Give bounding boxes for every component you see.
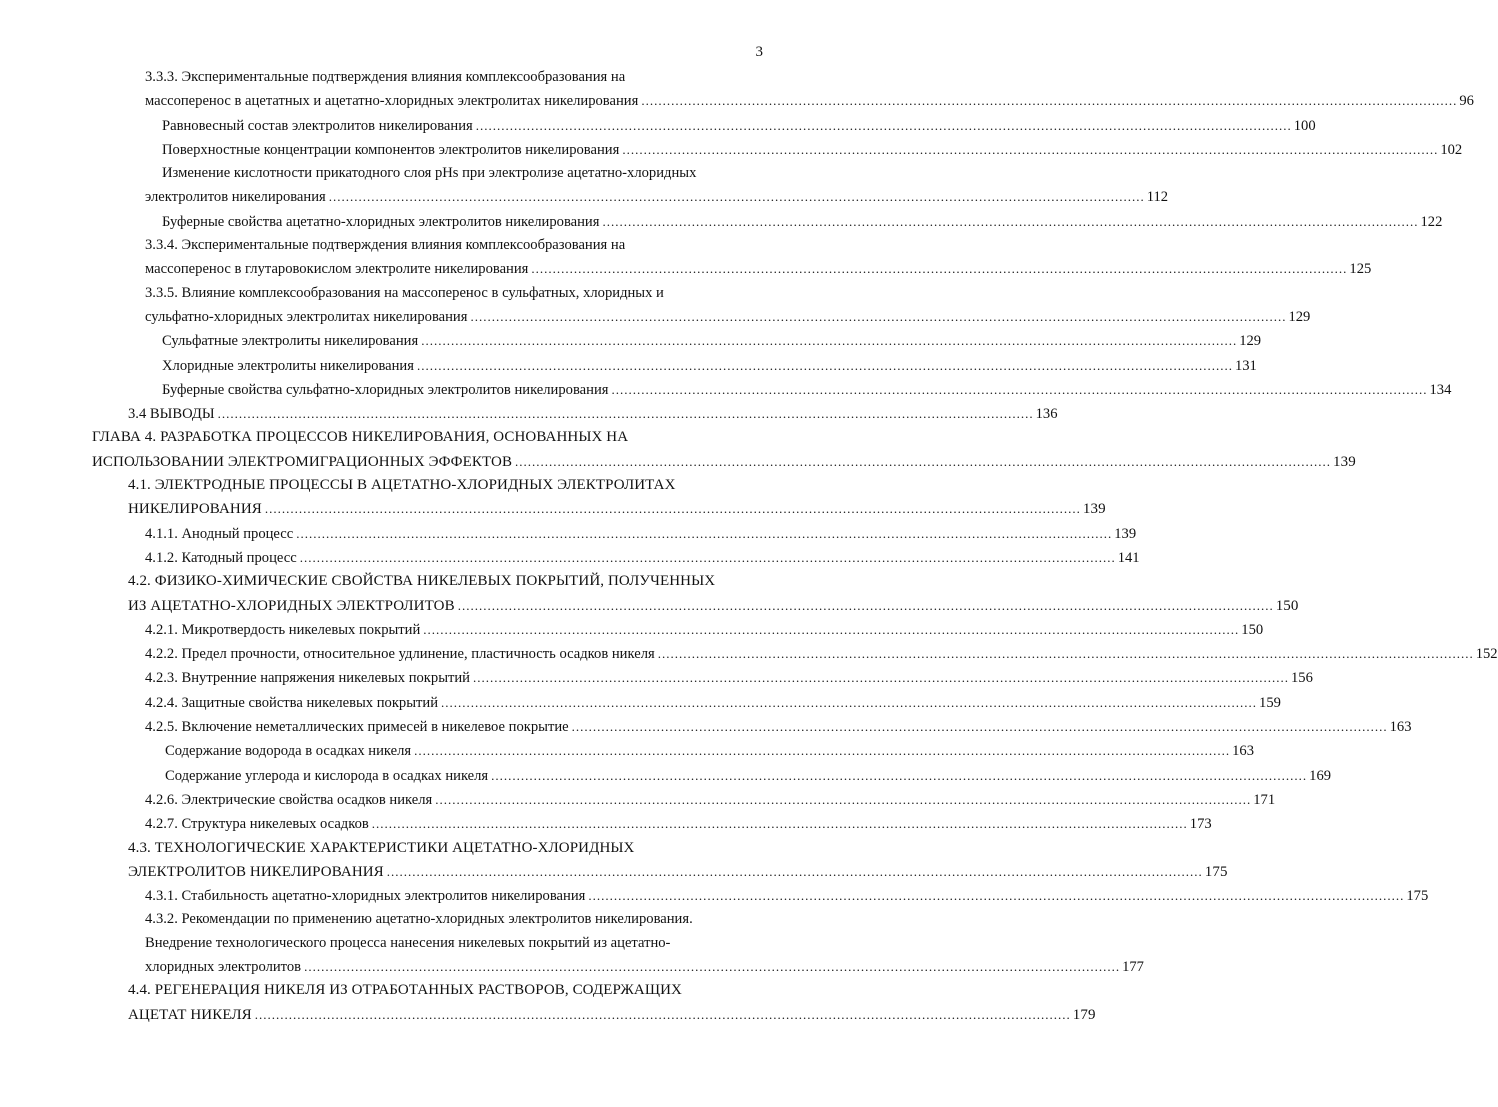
toc-page-number: 136	[1035, 406, 1058, 423]
toc-page-number: 175	[1204, 863, 1228, 880]
toc-page-number: 141	[1117, 549, 1140, 566]
toc-entry-text: 4.2.7. Структура никелевых осадков	[145, 816, 369, 833]
toc-entry-text: 4.3.2. Рекомендации по применению ацетатно-хлоридных электролитов никелирования.	[145, 911, 693, 928]
dot-leader: ................................................................................................................................................................................................	[386, 863, 1203, 879]
dot-leader: ................................................................................................................................................................................................	[491, 767, 1308, 783]
toc-page-number: 152	[1475, 646, 1498, 663]
toc-entry-text: ЭЛЕКТРОЛИТОВ НИКЕЛИРОВАНИЯ	[128, 863, 384, 880]
toc-page-number: 122	[1420, 213, 1443, 230]
toc-entry-text: 4.2.5. Включение неметаллических примесей в никелевое покрытие	[145, 719, 569, 736]
dot-leader: ................................................................................................................................................................................................	[611, 381, 1428, 397]
toc-entry[interactable]	[128, 474, 1106, 522]
toc-entry-text: 3.3.4. Экспериментальные подтверждения влияния комплексообразования на	[145, 237, 626, 254]
toc-page-number: 129	[1239, 333, 1262, 350]
toc-page-number: 177	[1122, 958, 1144, 975]
toc-page-number: 163	[1232, 743, 1254, 760]
toc-entry-text: Изменение кислотности прикатодного слоя pHs при электролизе ацетатно-хлоридных	[162, 165, 697, 182]
toc-entry-text: Сульфатные электролиты никелирования	[162, 333, 419, 350]
dot-leader: ................................................................................................................................................................................................	[423, 621, 1240, 637]
toc-entry-text: АЦЕТАТ НИКЕЛЯ	[128, 1006, 252, 1023]
toc-entry[interactable]	[162, 114, 1316, 138]
toc-page-number: 96	[1459, 93, 1474, 110]
toc-entry-text: сульфатно-хлоридных электролитах никелирования	[145, 308, 468, 325]
toc-entry[interactable]	[145, 546, 1140, 570]
toc-entry-text: 4.2.1. Микротвердость никелевых покрытий	[145, 621, 421, 638]
dot-leader: ................................................................................................................................................................................................	[531, 261, 1348, 277]
dot-leader: ................................................................................................................................................................................................	[414, 743, 1231, 759]
dot-leader: ................................................................................................................................................................................................	[435, 791, 1252, 807]
dot-leader: ................................................................................................................................................................................................	[421, 333, 1238, 349]
toc-entry-text: 3.4 ВЫВОДЫ	[128, 406, 215, 423]
dot-leader: ................................................................................................................................................................................................	[641, 93, 1458, 109]
dot-leader: ................................................................................................................................................................................................	[254, 1006, 1071, 1022]
toc-page-number: 179	[1072, 1006, 1096, 1023]
dot-leader: ................................................................................................................................................................................................	[371, 816, 1188, 832]
toc-entry[interactable]	[128, 837, 1228, 885]
toc-page-number: 169	[1309, 767, 1332, 784]
toc-entry-text: 4.1. ЭЛЕКТРОДНЫЕ ПРОЦЕССЫ В АЦЕТАТНО-ХЛОРИДНЫХ ЭЛЕКТРОЛИТАХ	[128, 477, 676, 494]
dot-leader: ................................................................................................................................................................................................	[473, 670, 1289, 686]
toc-entry[interactable]	[162, 138, 1463, 162]
dot-leader: ................................................................................................................................................................................................	[622, 141, 1439, 157]
toc-entry-text: 4.2.4. Защитные свойства никелевых покрытий	[145, 694, 439, 711]
toc-entry[interactable]	[145, 162, 1169, 210]
dot-leader: ................................................................................................................................................................................................	[416, 357, 1233, 373]
dot-leader: ................................................................................................................................................................................................	[441, 694, 1258, 710]
toc-entry[interactable]	[128, 570, 1299, 618]
toc-entry-text: ИЗ АЦЕТАТНО-ХЛОРИДНЫХ ЭЛЕКТРОЛИТОВ	[128, 597, 455, 614]
toc-entry-text: электролитов никелирования	[145, 189, 326, 206]
dot-leader: ................................................................................................................................................................................................	[515, 453, 1332, 469]
dot-leader: ................................................................................................................................................................................................	[299, 549, 1116, 565]
toc-page-number: 171	[1253, 791, 1276, 808]
toc-entry-text: Внедрение технологического процесса нанесения никелевых покрытий из ацетатно-	[145, 934, 671, 951]
dot-leader: ................................................................................................................................................................................................	[217, 406, 1034, 422]
toc-entry-text: 3.3.3. Экспериментальные подтверждения влияния комплексообразования на	[145, 69, 626, 85]
dot-leader: ................................................................................................................................................................................................	[657, 646, 1474, 662]
toc-page-number: 129	[1288, 308, 1311, 325]
toc-entry-text: Хлоридные электролиты никелирования	[162, 357, 414, 374]
dot-leader: ................................................................................................................................................................................................	[475, 117, 1292, 133]
toc-page-number: 134	[1429, 381, 1452, 398]
toc-entry[interactable]	[145, 618, 1264, 642]
table-of-contents	[0, 66, 1498, 1027]
toc-page-number: 163	[1389, 719, 1412, 736]
toc-entry-text: 4.2.2. Предел прочности, относительное удлинение, пластичность осадков никеля	[145, 646, 655, 663]
toc-entry-text: 4.3.1. Стабильность ацетатно-хлоридных электролитов никелирования	[145, 888, 586, 905]
toc-entry[interactable]	[145, 234, 1372, 282]
toc-entry-text: 4.3. ТЕХНОЛОГИЧЕСКИЕ ХАРАКТЕРИСТИКИ АЦЕТАТНО-ХЛОРИДНЫХ	[128, 839, 635, 856]
toc-entry-text: 4.4. РЕГЕНЕРАЦИЯ НИКЕЛЯ ИЗ ОТРАБОТАННЫХ РАСТВОРОВ, СОДЕРЖАЩИХ	[128, 982, 682, 999]
toc-page-number: 156	[1291, 670, 1313, 687]
toc-entry[interactable]	[145, 691, 1281, 715]
toc-entry-text: Содержание углерода и кислорода в осадках никеля	[165, 767, 489, 784]
toc-entry-text: Содержание водорода в осадках никеля	[165, 743, 412, 760]
toc-entry-text: ГЛАВА 4. РАЗРАБОТКА ПРОЦЕССОВ НИКЕЛИРОВАНИЯ, ОСНОВАННЫХ НА	[92, 429, 629, 446]
toc-entry[interactable]	[162, 378, 1452, 402]
toc-entry-text: массоперенос в глутаровокислом электролите никелирования	[145, 261, 529, 278]
toc-page-number: 139	[1082, 501, 1106, 518]
toc-page-number: 173	[1189, 816, 1212, 833]
toc-entry-text: 4.2.3. Внутренние напряжения никелевых покрытий	[145, 670, 470, 687]
dot-leader: ................................................................................................................................................................................................	[571, 719, 1388, 735]
toc-entry-text: 4.1.1. Анодный процесс	[145, 525, 294, 542]
toc-page-number: 159	[1259, 694, 1281, 711]
page-number: 3	[755, 44, 763, 60]
toc-entry[interactable]	[165, 764, 1332, 788]
toc-entry-text: ИСПОЛЬЗОВАНИИ ЭЛЕКТРОМИГРАЦИОННЫХ ЭФФЕКТОВ	[92, 453, 513, 470]
toc-page-number: 175	[1406, 888, 1429, 905]
toc-page-number: 100	[1293, 117, 1316, 134]
toc-page-number: 102	[1440, 141, 1463, 158]
dot-leader: ................................................................................................................................................................................................	[470, 308, 1287, 324]
toc-page-number: 139	[1333, 453, 1356, 470]
dot-leader: ................................................................................................................................................................................................	[264, 501, 1081, 517]
toc-entry[interactable]	[145, 812, 1212, 836]
toc-entry-text: 3.3.5. Влияние комплексообразования на массоперенос в сульфатных, хлоридных и	[145, 284, 664, 301]
toc-entry[interactable]	[162, 210, 1443, 234]
dot-leader: ................................................................................................................................................................................................	[296, 525, 1113, 541]
toc-entry[interactable]	[145, 908, 1144, 979]
toc-page-number: 125	[1349, 261, 1372, 278]
toc-entry-text: массоперенос в ацетатных и ацетатно-хлоридных электролитах никелирования	[145, 93, 639, 110]
dot-leader: ................................................................................................................................................................................................	[588, 888, 1405, 904]
dot-leader: ................................................................................................................................................................................................	[457, 597, 1274, 613]
toc-entry-text: НИКЕЛИРОВАНИЯ	[128, 501, 262, 518]
toc-entry-text: 4.2. ФИЗИКО-ХИМИЧЕСКИЕ СВОЙСТВА НИКЕЛЕВЫХ ПОКРЫТИЙ, ПОЛУЧЕННЫХ	[128, 573, 716, 590]
toc-entry[interactable]	[145, 666, 1313, 690]
toc-entry[interactable]	[162, 354, 1257, 378]
toc-entry[interactable]	[145, 66, 1474, 114]
toc-entry-text: Буферные свойства ацетатно-хлоридных электролитов никелирования	[162, 213, 600, 230]
toc-entry[interactable]	[165, 739, 1254, 763]
toc-entry-text: хлоридных электролитов	[145, 958, 302, 975]
dot-leader: ................................................................................................................................................................................................	[328, 189, 1145, 205]
toc-page-number: 139	[1114, 525, 1137, 542]
toc-entry[interactable]	[145, 522, 1137, 546]
toc-entry-text: 4.2.6. Электрические свойства осадков никеля	[145, 791, 433, 808]
toc-entry[interactable]	[145, 282, 1311, 330]
toc-entry-text: Буферные свойства сульфатно-хлоридных электролитов никелирования	[162, 381, 609, 398]
toc-entry-text: 4.1.2. Катодный процесс	[145, 549, 297, 566]
toc-entry-text: Поверхностные концентрации компонентов электролитов никелирования	[162, 141, 620, 158]
toc-page-number: 150	[1275, 597, 1299, 614]
toc-entry[interactable]	[128, 979, 1096, 1027]
toc-page-number: 112	[1146, 189, 1169, 206]
toc-entry[interactable]	[145, 715, 1412, 739]
dot-leader: ................................................................................................................................................................................................	[602, 213, 1419, 229]
toc-page-number: 131	[1234, 357, 1257, 374]
toc-entry[interactable]	[162, 329, 1262, 353]
toc-entry[interactable]	[145, 642, 1498, 666]
toc-entry[interactable]	[145, 884, 1429, 908]
toc-entry[interactable]	[128, 402, 1058, 426]
toc-entry-text: Равновесный состав электролитов никелирования	[162, 117, 473, 134]
dot-leader: ................................................................................................................................................................................................	[304, 958, 1121, 974]
toc-entry[interactable]	[145, 788, 1276, 812]
toc-page-number: 150	[1241, 621, 1264, 638]
toc-entry[interactable]	[92, 426, 1356, 474]
